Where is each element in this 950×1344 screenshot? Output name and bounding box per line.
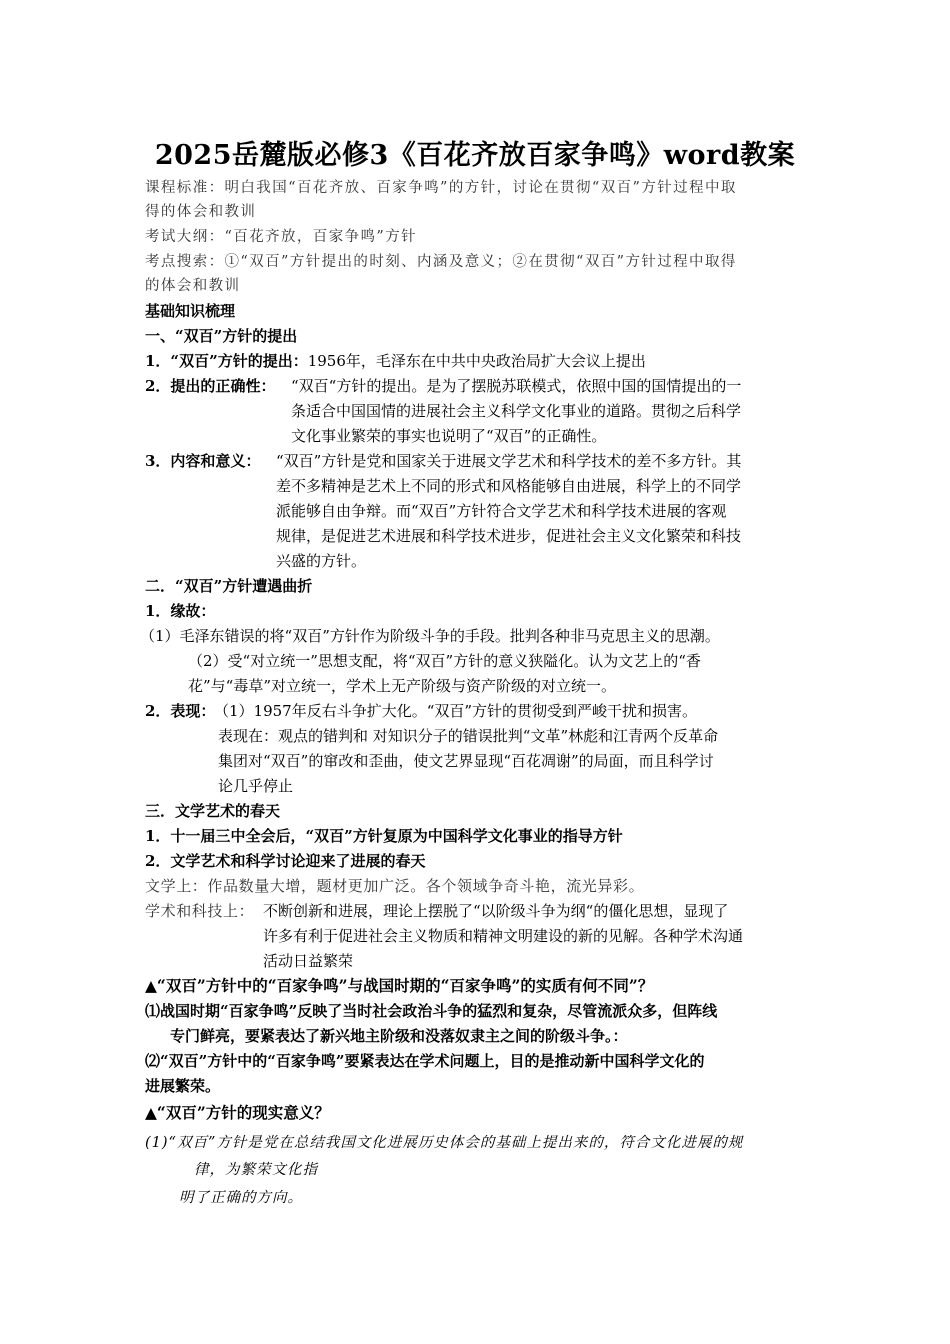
q1-answer-2-line-1: ⑵“双百”方针中的“百家争鸣”要紧表达在学术问题上，目的是推动新中国科学文化的: [145, 1052, 705, 1070]
s2-performance-2-line-3: 论几乎停止: [218, 777, 294, 795]
q1-answer-2-line-2: 进展繁荣。: [145, 1077, 221, 1095]
s1-item-3-line-2: 差不多精神是艺术上不同的形式和风格能够自由进展，科学上的不同学: [276, 477, 742, 495]
s1-item-3-label: 3．内容和意义：: [145, 452, 261, 470]
exam-points-line-2: 的体会和教训: [145, 278, 241, 294]
section-2-heading: 二．“双百”方针遭遇曲折: [145, 577, 313, 595]
question-1: ▲“双百”方针中的“百家争鸣”与战国时期的“百家争鸣”的实质有何不同”？: [145, 976, 654, 995]
s2-performance-2-line-1: 表现在：观点的错判和 对知识分子的错误批判“文革”林彪和江青两个反革命: [218, 727, 719, 745]
s1-item-2-label: 2．提出的正确性：: [145, 377, 276, 395]
s2-reason-1: （1）毛泽东错误的将“双百”方针作为阶级斗争的手段。批判各种非马克思主义的思潮。: [140, 627, 720, 645]
q2-answer-1-line-2: 律，为繁荣文化指: [194, 1162, 318, 1178]
s2-item-2-label: 2．表现：: [145, 702, 216, 720]
q1-answer-1-line-2: 专门鲜亮，要紧表达了新兴地主阶级和没落奴隶主之间的阶级斗争。：: [170, 1027, 628, 1045]
s3-science-label: 学术和科技上：: [145, 902, 255, 920]
s2-performance-1: （1）1957年反右斗争扩大化。“双百”方针的贯彻受到严峻干扰和损害。: [214, 702, 698, 720]
s3-literature: 文学上：作品数量大增，题材更加广泛。各个领域争奇斗艳，流光异彩。: [145, 877, 645, 895]
s3-science-line-3: 活动日益繁荣: [263, 952, 354, 970]
s1-item-1: [145, 351, 646, 371]
s2-performance-2-line-2: 集团对“双百”的窜改和歪曲，使文艺界显现“百花凋谢”的局面，而且科学讨: [218, 752, 714, 770]
s1-item-2-line-1: “双百“方针的提出。是为了摆脱苏联模式，依照中国的国情提出的一: [291, 377, 742, 395]
section-1-heading: 一、“双百”方针的提出: [145, 327, 298, 345]
curriculum-standard-line-2: 得的体会和教训: [145, 204, 257, 220]
s1-item-3-line-1: “双百”方针是党和国家关于进展文学艺术和科学技术的差不多方针。其: [276, 452, 742, 470]
q1-answer-1-line-1: ⑴战国时期“百家争鸣”反映了当时社会政治斗争的猛烈和复杂，尽管流派众多，但阵线: [145, 1002, 718, 1020]
s1-item-2-line-2: 条适合中国国情的进展社会主义科学文化事业的道路。贯彻之后科学: [291, 402, 742, 420]
s1-item-3-line-4: 规律，是促进艺术进展和科学技术进步，促进社会主义文化繁荣和科技: [276, 527, 742, 545]
exam-points-line-1: 考点搜索：①“双百”方针提出的时刻、内涵及意义；②在贯彻“双百”方针过程中取得: [145, 254, 737, 270]
document-title: 2025岳麓版必修3《百花齐放百家争鸣》word教案: [154, 140, 796, 171]
exam-outline: 考试大纲：“百花齐放，百家争鸣”方针: [145, 229, 418, 245]
section-3-heading: 三．文学艺术的春天: [145, 802, 281, 820]
curriculum-standard-line-1: 课程标准：明白我国“百花齐放、百家争鸣”的方针，讨论在贯彻“双百”方针过程中取: [145, 180, 737, 196]
q2-answer-1-line-1: (1)“双百”方针是党在总结我国文化进展历史体会的基础上提出来的，符合文化进展的规: [145, 1135, 744, 1151]
s3-item-2: 2．文学艺术和科学讨论迎来了进展的春天: [145, 852, 426, 870]
s1-item-3-line-5: 兴盛的方针。: [276, 552, 367, 570]
s2-item-1-label: 1．缘故：: [145, 602, 216, 620]
question-2: ▲“双百”方针的现实意义？: [145, 1103, 330, 1122]
s2-reason-2-line-1: （2）受“对立统一”思想支配，将“双百”方针的意义狭隘化。认为文艺上的“香: [188, 652, 701, 670]
s3-item-1: 1．十一届三中全会后，“双百”方针复原为中国科学文化事业的指导方针: [145, 827, 623, 845]
q2-answer-1-line-3: 明了正确的方向。: [179, 1190, 303, 1206]
section-basic-knowledge: 基础知识梳理: [145, 302, 236, 320]
s3-science-line-2: 许多有利于促进社会主义物质和精神文明建设的新的见解。各种学术沟通: [263, 927, 744, 945]
s2-reason-2-line-2: 花”与“毒草”对立统一，学术上无产阶级与资产阶级的对立统一。: [188, 677, 617, 695]
s1-item-3-line-3: 派能够自由争辩。而“双百”方针符合文学艺术和科学技术进展的客观: [276, 502, 727, 520]
s1-item-1-label: 1．“双百”方针的提出：: [145, 352, 308, 370]
s1-item-1-text: 1956年，毛泽东在中共中央政治局扩大会议上提出: [307, 352, 646, 370]
s1-item-2-line-3: 文化事业繁荣的事实也说明了“双百”的正确性。: [291, 427, 607, 445]
s3-science-line-1: 不断创新和进展，理论上摆脱了“以阶级斗争为纲“的僵化思想，显现了: [263, 902, 729, 920]
